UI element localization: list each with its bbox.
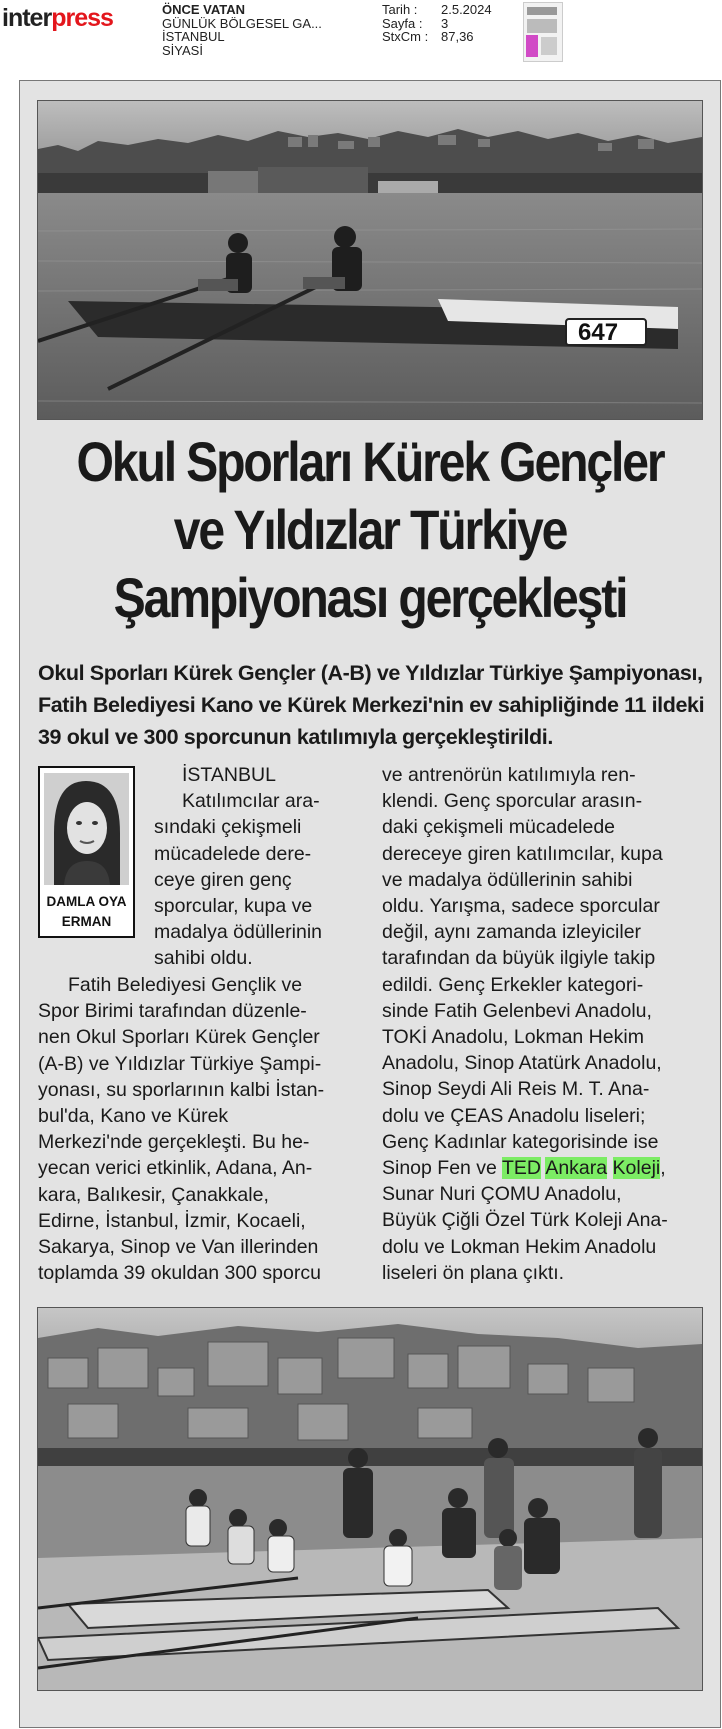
text-line: Büyük Çiğli Özel Türk Koleji Ana- bbox=[382, 1209, 668, 1232]
page-label: Sayfa : bbox=[382, 15, 423, 31]
publication-info bbox=[162, 3, 322, 57]
highlight-koleji: Koleji bbox=[612, 1157, 661, 1180]
text-line: ve antrenörün katılımıyla ren- bbox=[382, 764, 636, 786]
page-thumbnail[interactable] bbox=[523, 2, 563, 62]
lead-line: Fatih Belediyesi Kano ve Kürek Merkezi'nin ev sahipliğinde 11 ildeki bbox=[38, 693, 705, 717]
text-line: liseleri ön plana çıktı. bbox=[382, 1261, 565, 1284]
stxcm-value: 87,36 bbox=[441, 29, 474, 44]
text-line: mücadelede dere- bbox=[154, 842, 312, 865]
text-line: İSTANBUL bbox=[182, 764, 276, 786]
text-line: yecan verici etkinlik, Adana, An- bbox=[38, 1157, 313, 1180]
text-line: sındaki çekişmeli bbox=[154, 816, 302, 839]
bottom-photo-athletes bbox=[37, 1307, 703, 1691]
lead-line: Okul Sporları Kürek Gençler (A-B) ve Yıldızlar Türkiye Şampiyonası, bbox=[38, 661, 703, 685]
text-line: ve madalya ödüllerinin sahibi bbox=[382, 868, 633, 891]
text-line: Edirne, İstanbul, İzmir, Kocaeli, bbox=[38, 1209, 306, 1232]
text-line: yonası, su sporlarının kalbi İstan- bbox=[38, 1078, 325, 1101]
page-value: 3 bbox=[441, 15, 449, 31]
date-value: 2.5.2024 bbox=[441, 2, 492, 17]
text-line: oldu. Yarışma, sadece sporcular bbox=[382, 895, 660, 918]
text-line: dolu ve ÇEAS Anadolu liseleri; bbox=[382, 1104, 646, 1127]
author-box bbox=[38, 766, 135, 938]
text-line: kara, Balıkesir, Çanakkale, bbox=[38, 1183, 269, 1206]
headline-line: ve Yıldızlar Türkiye bbox=[173, 498, 567, 561]
meta-values bbox=[441, 3, 492, 44]
author-portrait bbox=[44, 773, 129, 885]
text-line: daki çekişmeli mücadelede bbox=[382, 816, 616, 839]
highlighted-text-line: Sinop Fen ve TED Ankara Koleji, bbox=[382, 1157, 666, 1180]
top-photo-rowing bbox=[37, 100, 703, 420]
text-line: bul'da, Kano ve Kürek bbox=[38, 1105, 229, 1128]
stxcm-label: StxCm : bbox=[382, 29, 429, 44]
text-line: Sunar Nuri ÇOMU Anadolu, bbox=[382, 1183, 622, 1206]
text-line: Sinop Seydi Ali Reis M. T. Ana- bbox=[382, 1078, 650, 1101]
text-line: dereceye giren katılımcılar, kupa bbox=[382, 842, 663, 865]
text-line: Merkezi'nde gerçekleşti. Bu he- bbox=[38, 1131, 310, 1154]
publication-name: ÖNCE VATAN bbox=[162, 2, 246, 17]
text-line: klendi. Genç sporcular arasın- bbox=[382, 790, 643, 813]
publication-section: SİYASİ bbox=[162, 42, 203, 58]
text-line: TOKİ Anadolu, Lokman Hekim bbox=[382, 1026, 644, 1049]
text-line: tarafından da büyük ilgiyle takip bbox=[382, 947, 656, 970]
text-line: değil, aynı zamanda izleyiciler bbox=[382, 921, 642, 944]
date-label: Tarih : bbox=[382, 2, 418, 17]
body-column-b bbox=[38, 972, 324, 1286]
headline-line: Şampiyonası gerçekleşti bbox=[113, 566, 627, 629]
lead-line: 39 okul ve 300 sporcunun katılımıyla gerçekleştirildi. bbox=[38, 725, 553, 749]
body-column-c bbox=[382, 762, 668, 1286]
article-headline bbox=[76, 428, 664, 632]
headline-line: Okul Sporları Kürek Gençler bbox=[76, 430, 664, 493]
text-line: Spor Birimi tarafından düzenle- bbox=[38, 1000, 307, 1023]
highlight-ankara: Ankara bbox=[545, 1157, 608, 1180]
text-line: (A-B) ve Yıldızlar Türkiye Şampi- bbox=[38, 1052, 322, 1075]
publication-city: İSTANBUL bbox=[162, 29, 225, 44]
text-line: sporcular, kupa ve bbox=[154, 895, 313, 918]
meta-labels bbox=[382, 3, 428, 44]
text-line: ceye giren genç bbox=[154, 868, 292, 891]
text-line: toplamda 39 okuldan 300 sporcu bbox=[38, 1262, 321, 1285]
text-line: madalya ödüllerinin bbox=[154, 921, 323, 944]
highlight-ted: TED bbox=[501, 1157, 541, 1180]
text-line: nen Okul Sporları Kürek Gençler bbox=[38, 1026, 320, 1049]
article-lead bbox=[38, 657, 706, 753]
text-line: edildi. Genç Erkekler kategori- bbox=[382, 973, 644, 996]
author-name: DAMLA OYA ERMAN bbox=[46, 894, 127, 929]
text-line: dolu ve Lokman Hekim Anadolu bbox=[382, 1235, 657, 1258]
text-line: Sakarya, Sinop ve Van illerinden bbox=[38, 1236, 319, 1259]
text-line: Anadolu, Sinop Atatürk Anadolu, bbox=[382, 1052, 662, 1075]
publication-type: GÜNLÜK BÖLGESEL GA... bbox=[162, 15, 322, 31]
text-line: sinde Fatih Gelenbevi Anadolu, bbox=[382, 999, 652, 1022]
text-line: Katılımcılar ara- bbox=[182, 790, 320, 813]
boat-number: 647 bbox=[578, 319, 619, 346]
body-column-a bbox=[154, 762, 322, 972]
interpress-logo: interpress bbox=[2, 4, 113, 32]
text-line: Genç Kadınlar kategorisinde ise bbox=[382, 1130, 659, 1153]
text-line: sahibi oldu. bbox=[154, 947, 253, 970]
text-line: Fatih Belediyesi Gençlik ve bbox=[68, 974, 303, 996]
